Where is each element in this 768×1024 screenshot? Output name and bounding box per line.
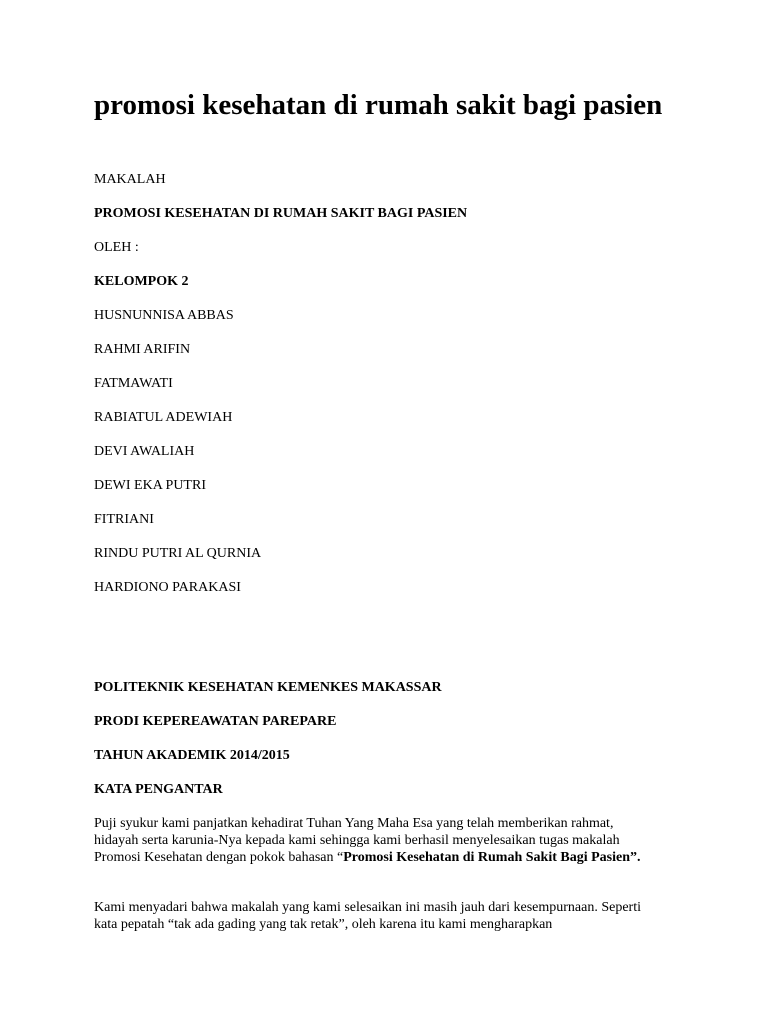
institution-name: POLITEKNIK KESEHATAN KEMENKES MAKASSAR (94, 680, 442, 695)
member-name: FATMAWATI (94, 376, 173, 391)
member-name: RINDU PUTRI AL QURNIA (94, 546, 262, 561)
member-name: HUSNUNNISA ABBAS (94, 308, 234, 323)
member-name: HARDIONO PARAKASI (94, 580, 241, 595)
document-title: promosi kesehatan di rumah sakit bagi pasien (94, 89, 663, 121)
makalah-title: PROMOSI KESEHATAN DI RUMAH SAKIT BAGI PASIEN (94, 206, 468, 221)
preface-paragraph-2: Kami menyadari bahwa makalah yang kami selesaikan ini masih jauh dari kesempurnaan. Seperti kata pepatah “tak ada gading yang tak retak”, oleh karena itu kami mengharapkan (94, 900, 641, 932)
study-program: PRODI KEPEREAWATAN PAREPARE (94, 714, 337, 729)
preface-paragraph-1 (94, 815, 654, 866)
preface-paragraph-1-text: Puji syukur kami panjatkan kehadirat Tuhan Yang Maha Esa yang telah memberikan rahmat, hidayah serta karunia-Nya kepada kami sehingga kami berhasil menyelesaikan tugas makalah Promosi Kesehatan dengan pokok bahasan “ (94, 816, 620, 865)
preface-paragraph-1-topic: Promosi Kesehatan di Rumah Sakit Bagi Pasien”. (343, 850, 641, 865)
member-name: DEWI EKA PUTRI (94, 478, 206, 493)
group-name: KELOMPOK 2 (94, 274, 189, 289)
member-name: FITRIANI (94, 512, 154, 527)
member-name: RAHMI ARIFIN (94, 342, 191, 357)
section-heading-kata-pengantar: KATA PENGANTAR (94, 782, 223, 797)
label-makalah: MAKALAH (94, 172, 166, 187)
member-name: DEVI AWALIAH (94, 444, 195, 459)
member-name: RABIATUL ADEWIAH (94, 410, 233, 425)
label-oleh: OLEH : (94, 240, 139, 255)
academic-year: TAHUN AKADEMIK 2014/2015 (94, 748, 290, 763)
